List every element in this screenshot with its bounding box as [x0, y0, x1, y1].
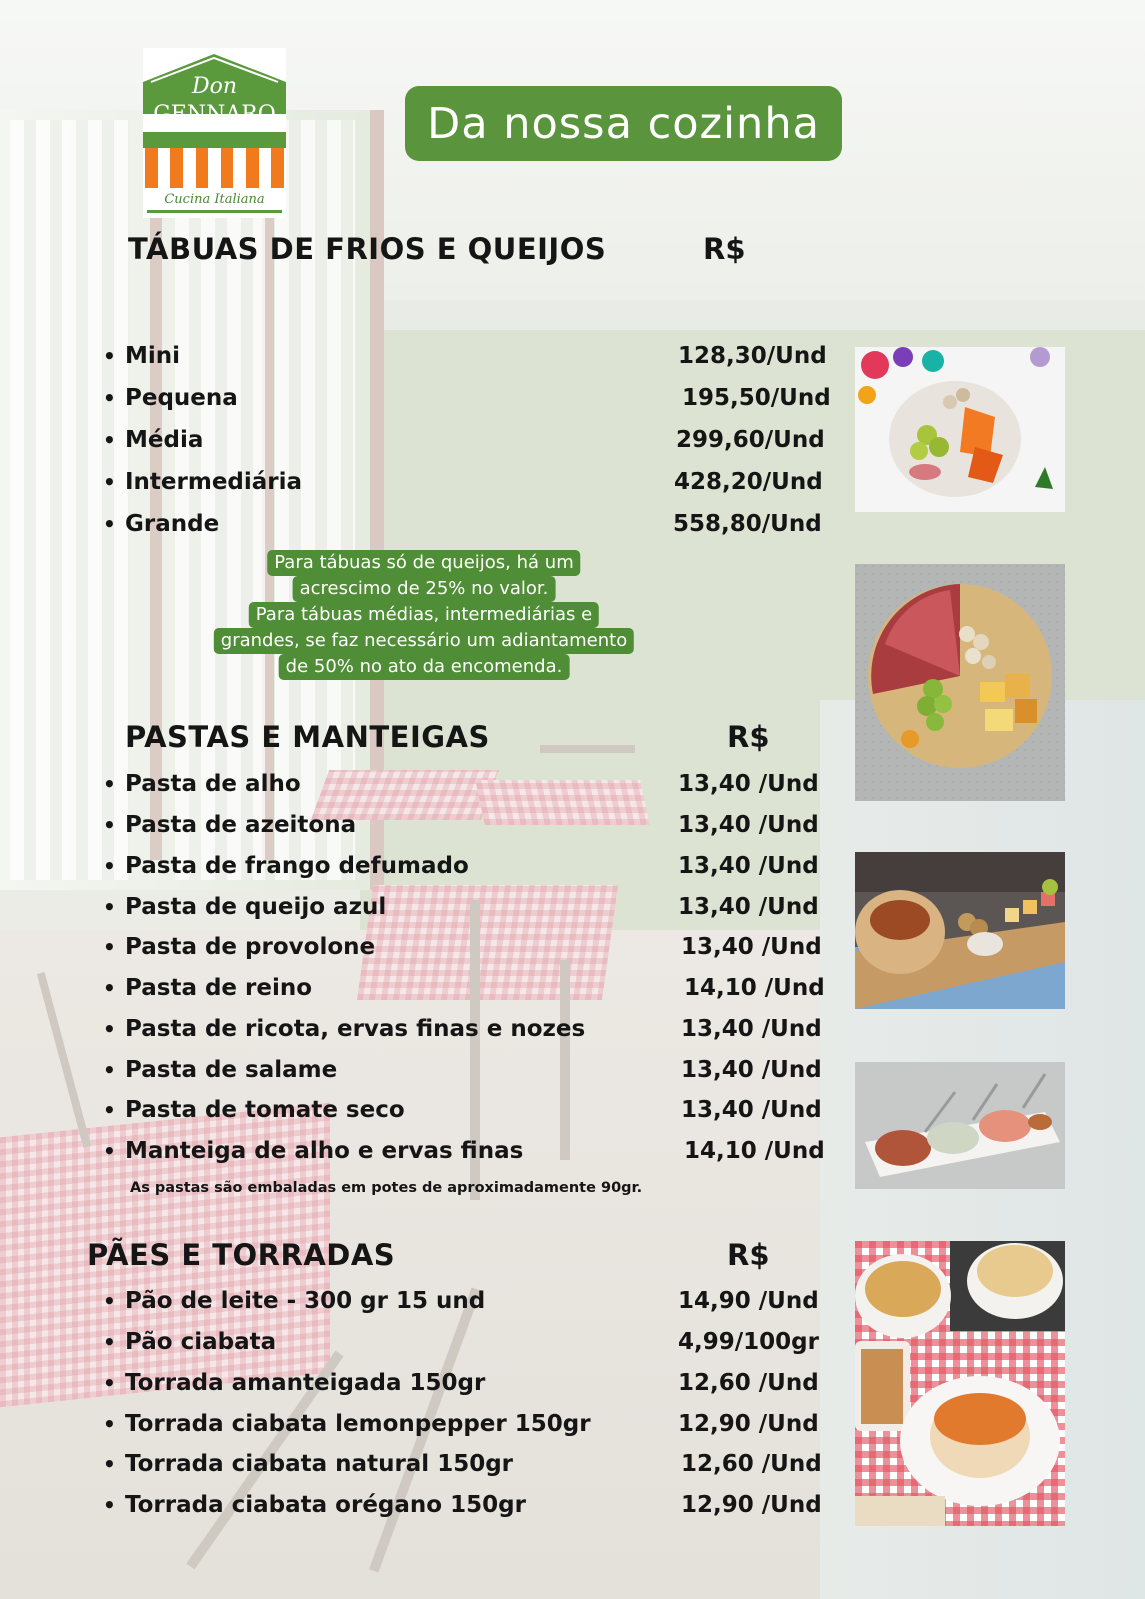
page-title: Da nossa cozinha	[405, 86, 842, 161]
logo-band	[143, 132, 286, 148]
photo-paes-torradas	[855, 1241, 1065, 1526]
list-item: • Grande	[125, 511, 219, 537]
price: 13,40 /Und	[678, 771, 819, 797]
price: 13,40 /Und	[678, 894, 819, 920]
list-item: • Mini	[125, 343, 180, 369]
price: 14,10 /Und	[684, 1138, 825, 1164]
list-item: • Torrada amanteigada 150gr	[125, 1370, 485, 1396]
logo-awning-stripes	[145, 148, 284, 188]
list-item: • Pasta de provolone	[125, 934, 375, 960]
list-item: • Pasta de frango defumado	[125, 853, 469, 879]
price: 12,90 /Und	[681, 1492, 822, 1518]
price: 13,40 /Und	[681, 1057, 822, 1083]
price: 12,90 /Und	[678, 1411, 819, 1437]
price: 13,40 /Und	[678, 812, 819, 838]
price: 299,60/Und	[676, 427, 825, 453]
logo-name: GENNARO	[153, 102, 276, 127]
list-item: • Média	[125, 427, 203, 453]
photo-tabua-grande	[855, 564, 1065, 801]
price: 13,40 /Und	[681, 1097, 822, 1123]
list-item: • Pasta de reino	[125, 975, 312, 1001]
price: 13,40 /Und	[681, 934, 822, 960]
price: 558,80/Und	[673, 511, 822, 537]
section-title-tabuas: TÁBUAS DE FRIOS E QUEIJOS	[128, 232, 607, 266]
list-item: • Pequena	[125, 385, 238, 411]
photo-manteigas	[855, 1062, 1065, 1189]
price: 428,20/Und	[674, 469, 823, 495]
photo-tabua-mini	[855, 347, 1065, 512]
price: 13,40 /Und	[678, 853, 819, 879]
list-item: • Pasta de tomate seco	[125, 1097, 405, 1123]
note-line: Para tábuas só de queijos, há um	[267, 550, 580, 576]
price: 14,10 /Und	[684, 975, 825, 1001]
price: 12,60 /Und	[678, 1370, 819, 1396]
currency-label: R$	[703, 232, 746, 266]
logo-tagline: Cucina Italiana	[164, 192, 265, 207]
price: 128,30/Und	[678, 343, 827, 369]
price: 14,90 /Und	[678, 1288, 819, 1314]
price: 13,40 /Und	[681, 1016, 822, 1042]
logo-underline	[147, 210, 282, 213]
section-title-paes: PÃES E TORRADAS	[87, 1238, 396, 1272]
list-item: • Pasta de azeitona	[125, 812, 356, 838]
note-line: de 50% no ato da encomenda.	[279, 654, 570, 680]
brand-logo	[143, 48, 286, 218]
currency-label: R$	[727, 1238, 770, 1272]
section-title-pastas: PASTAS E MANTEIGAS	[125, 720, 490, 754]
list-item: • Intermediária	[125, 469, 302, 495]
note-line: acrescimo de 25% no valor.	[293, 576, 556, 602]
list-item: • Pasta de queijo azul	[125, 894, 386, 920]
list-item: • Torrada ciabata orégano 150gr	[125, 1492, 526, 1518]
list-item: • Pão ciabata	[125, 1329, 276, 1355]
price: 12,60 /Und	[681, 1451, 822, 1477]
list-item: • Pasta de alho	[125, 771, 301, 797]
list-item: • Torrada ciabata lemonpepper 150gr	[125, 1411, 591, 1437]
currency-label: R$	[727, 720, 770, 754]
list-item: • Manteiga de alho e ervas finas	[125, 1138, 523, 1164]
pastas-note: As pastas são embaladas em potes de aproximadamente 90gr.	[130, 1180, 643, 1196]
price: 4,99/100gr	[678, 1329, 819, 1355]
price: 195,50/Und	[682, 385, 831, 411]
note-line: grandes, se faz necessário um adiantamento	[214, 628, 634, 654]
note-line: Para tábuas médias, intermediárias e	[249, 602, 599, 628]
list-item: • Torrada ciabata natural 150gr	[125, 1451, 513, 1477]
list-item: • Pão de leite - 300 gr 15 und	[125, 1288, 485, 1314]
tabuas-note	[210, 548, 638, 686]
list-item: • Pasta de ricota, ervas finas e nozes	[125, 1016, 585, 1042]
list-item: • Pasta de salame	[125, 1057, 337, 1083]
logo-script: Don	[191, 74, 238, 99]
photo-pastas	[855, 852, 1065, 1009]
